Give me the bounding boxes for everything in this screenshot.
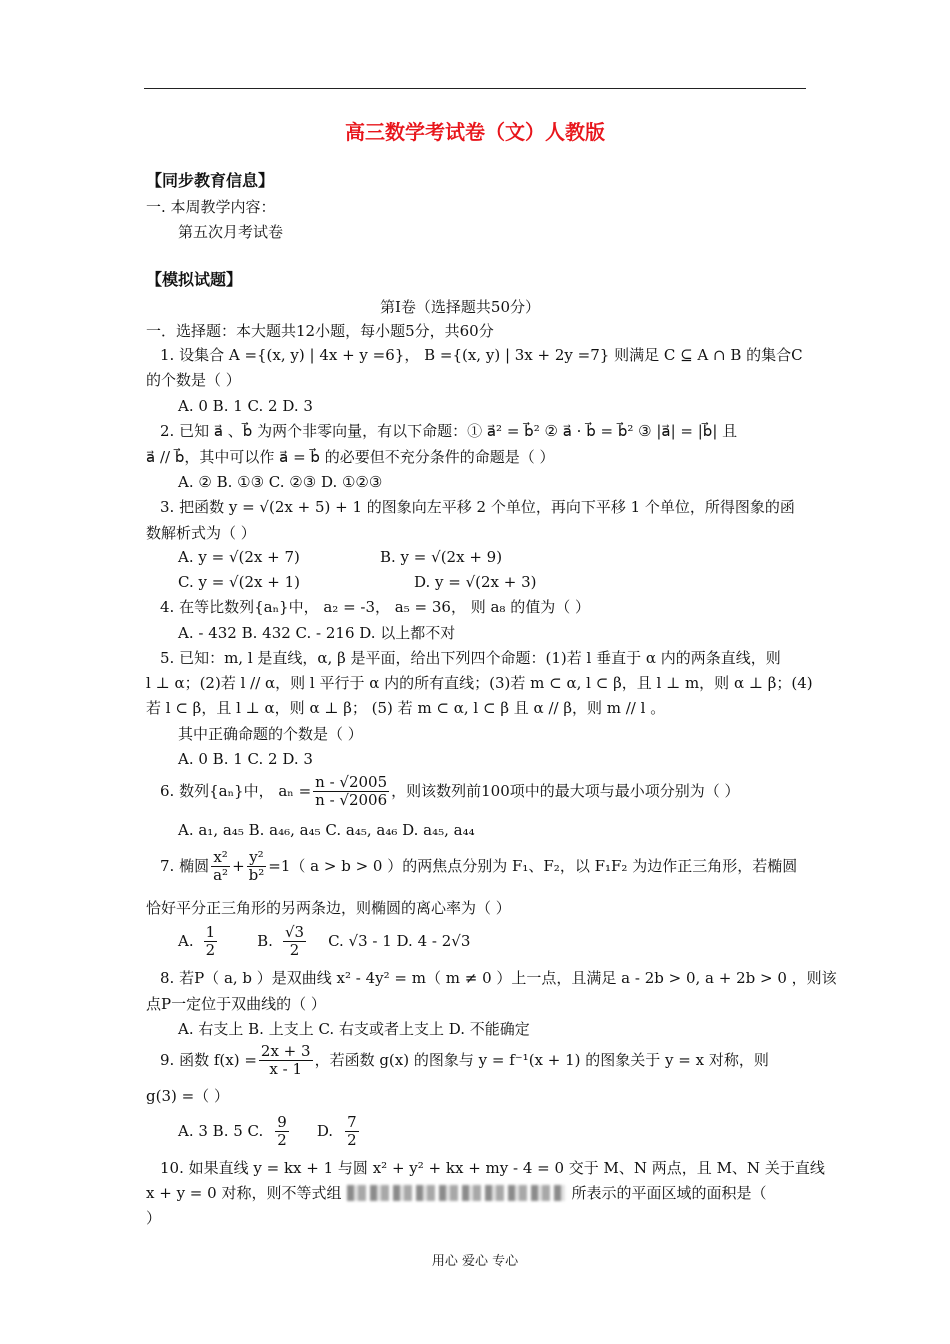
q9-fraction [259,1043,313,1078]
q7-option-cd: C. √3 - 1 D. 4 - 2√3 [328,932,471,950]
section-mock-test: 【模拟试题】 [146,270,243,289]
q3-line1: 3. 把函数 y = √(2x + 5) + 1 的图象向左平移 2 个单位，再向下平移 1 个单位，所得图象的函 [160,498,795,516]
q9-option-d-den: 2 [347,1130,357,1149]
page-title: 高三数学考试卷（文）人教版 [345,120,605,144]
q10-line3: ） [146,1209,162,1227]
q7-prefix: 7. 椭圆 [160,857,210,875]
q7-option-a-den: 2 [205,940,216,959]
q1-line1: 1. 设集合 A ={(x, y) | 4x + y =6}， B ={(x, y) | 3x + 2y =7} 则满足 C ⊆ A ∩ B 的集合C [160,346,803,364]
q7-line2: 恰好平分正三角形的另两条边，则椭圆的离心率为（ ） [146,899,511,917]
q7-fraction-y [247,849,267,884]
q6-prefix: 6. 数列{aₙ}中， aₙ = [160,782,312,800]
q5-options: A. 0 B. 1 C. 2 D. 3 [178,750,313,768]
q9-prefix: 9. 函数 f(x) = [160,1051,257,1069]
q9-option-d-fraction [345,1114,359,1149]
q7-options [178,920,470,962]
q3-line2: 数解析式为（ ） [146,524,256,542]
q2-line2: a⃗ // b⃗，其中可以作 a⃗ = b⃗ 的必要但不充分条件的命题是（ ） [146,448,555,466]
q7-fraction-x-num: x² [211,849,230,867]
q7-plus: + [232,857,245,875]
q7-line1 [160,845,797,887]
inequality-system-image [347,1185,565,1201]
q9-option-c-den: 2 [277,1130,287,1149]
part-intro: 一．选择题：本大题共12小题，每小题5分，共60分 [146,322,494,340]
q7-fraction-y-num: y² [247,849,267,867]
q3-option-d: D. y = √(2x + 3) [414,573,537,591]
section-sync-info: 【同步教育信息】 [146,171,275,190]
q9-option-d-label: D. [316,1122,334,1140]
q9-line1 [160,1039,769,1081]
q9-denominator: x - 1 [269,1059,303,1078]
q10-line2-text: x + y = 0 对称，则不等式组 [146,1184,342,1202]
q5-line2: l ⊥ α；(2)若 l // α，则 l 平行于 α 内的所有直线；(3)若 m ⊂ α, l ⊂ β，且 l ⊥ m，则 α ⊥ β；(4) [146,674,813,692]
q9-line2: g(3) =（ ） [146,1087,229,1105]
q7-option-a-fraction [204,924,218,959]
q6-suffix: ，则该数列前100项中的最大项与最小项分别为（ ） [391,782,740,800]
q7-option-b-label: B. [257,932,273,950]
q6-denominator: n - √2006 [315,790,388,809]
q9-numerator: 2x + 3 [260,1041,311,1060]
q7-fraction-y-den: b² [248,865,265,884]
q2-options: A. ② B. ①③ C. ②③ D. ①②③ [178,473,383,491]
q3-option-b: B. y = √(2x + 9) [380,548,503,566]
q10-line2-suffix: 所表示的平面区域的面积是（ [571,1184,767,1202]
q3-option-a: A. y = √(2x + 7) [178,548,300,566]
q5-line1: 5. 已知：m, l 是直线，α, β 是平面，给出下列四个命题：(1)若 l 垂直于 α 内的两条直线，则 [160,649,781,667]
content-body: 第五次月考试卷 [178,223,284,241]
q4-options: A. - 432 B. 432 C. - 216 D. 以上都不对 [178,624,456,642]
q6-numerator: n - √2005 [315,772,388,791]
q4-line1: 4. 在等比数列{aₙ}中， a₂ = -3， a₅ = 36， 则 a₈ 的值为（ ） [160,598,590,616]
q7-option-b-num: √3 [284,922,305,941]
q9-option-c-fraction [275,1114,289,1149]
q6-line1 [160,771,740,811]
q7-option-b-den: 2 [289,940,300,959]
q7-option-a-num: 1 [205,922,216,941]
part-title: 第Ⅰ卷（选择题共50分） [380,298,541,316]
q5-line3: 若 l ⊂ β，且 l ⊥ α，则 α ⊥ β； (5) 若 m ⊂ α, l ⊂ β 且 α // β，则 m // l 。 [146,699,666,717]
q6-options: A. a₁, a₄₅ B. a₄₆, a₄₅ C. a₄₅, a₄₆ D. a₄₅, a₄₄ [178,821,475,839]
q9-suffix: ，若函数 g(x) 的图象与 y = f⁻¹(x + 1) 的图象关于 y = x 对称，则 [314,1051,769,1069]
q9-option-c-num: 9 [277,1112,287,1131]
q7-fraction-x [211,849,230,884]
q7-suffix: =1（ a > b > 0 ）的两焦点分别为 F₁、F₂，以 F₁F₂ 为边作正三角形，若椭圆 [268,857,798,875]
q2-line1: 2. 已知 a⃗ 、b⃗ 为两个非零向量，有以下命题：① a⃗² = b⃗² ② a⃗ · b⃗ = b⃗² ③ |a⃗| = |b⃗| 且 [160,422,738,440]
q6-fraction [313,774,389,809]
q5-line4: 其中正确命题的个数是（ ） [178,725,363,743]
q10-line2 [146,1182,766,1204]
q10-line1: 10. 如果直线 y = kx + 1 与圆 x² + y² + kx + my - 4 = 0 交于 M、N 两点，且 M、N 关于直线 [160,1159,825,1177]
q1-line2: 的个数是（ ） [146,371,241,389]
page-footer: 用心 爱心 专心 [431,1254,519,1269]
q9-options [178,1110,361,1152]
content-heading: 一. 本周教学内容： [146,198,276,216]
q1-options: A. 0 B. 1 C. 2 D. 3 [178,397,313,415]
q8-options: A. 右支上 B. 上支上 C. 右支或者上支上 D. 不能确定 [178,1020,530,1038]
q9-option-ab: A. 3 B. 5 C. [178,1122,264,1140]
top-rule [144,88,806,89]
q8-line2: 点P一定位于双曲线的（ ） [146,995,326,1013]
q7-fraction-x-den: a² [213,865,229,884]
q7-option-b-fraction [283,924,306,959]
q9-option-d-num: 7 [347,1112,357,1131]
q8-line1: 8. 若P（ a, b ）是双曲线 x² - 4y² = m（ m ≠ 0 ）上一点，且满足 a - 2b > 0, a + 2b > 0 ，则该 [160,969,837,987]
q7-option-a-label: A. [178,932,194,950]
q3-option-c: C. y = √(2x + 1) [178,573,300,591]
